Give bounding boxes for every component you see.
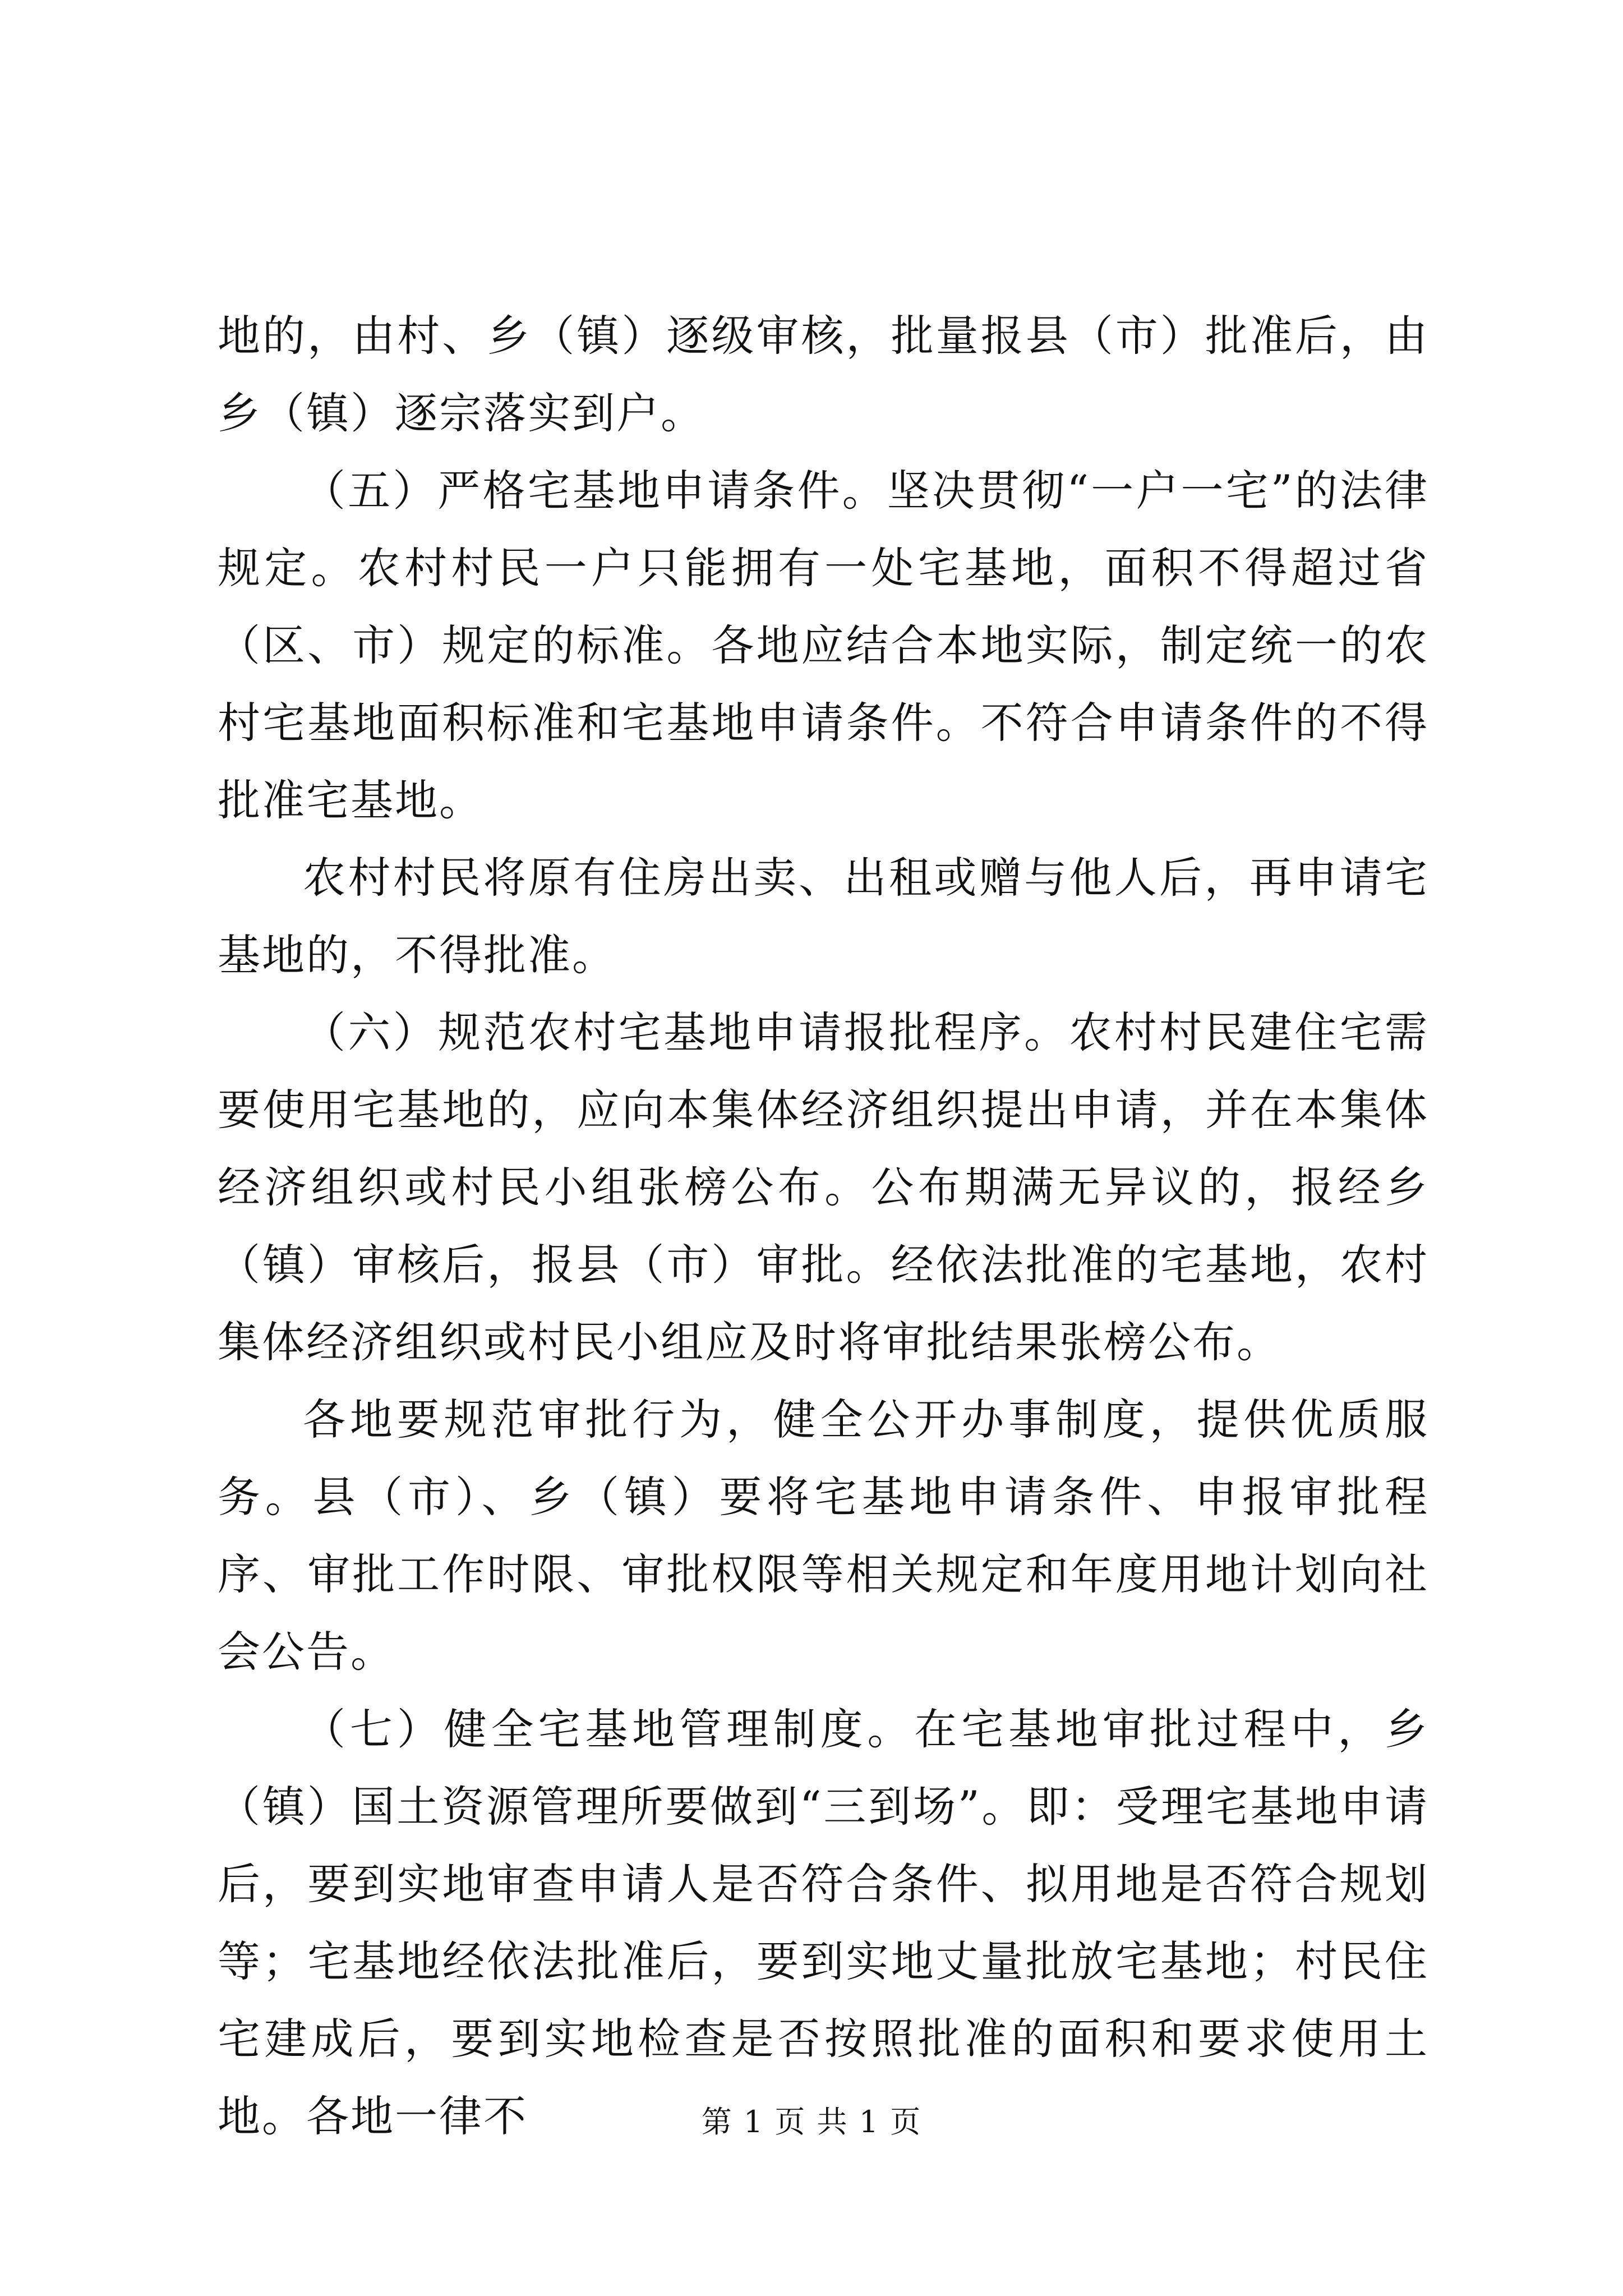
paragraph-section-6: （六）规范农村宅基地申请报批程序。农村村民建住宅需要使用宅基地的，应向本集体经济组织提出申请，并在本集体经济组织或村民小组张榜公布。公布期满无异议的，报经乡（镇）审核后，报县（市）审批。经依法批准的宅基地，农村集体经济组织或村民小组应及时将审批结果张榜公布。 (218, 1007, 1429, 1367)
paragraph-continuation: 地的，由村、乡（镇）逐级审核，批量报县（市）批准后，由乡（镇）逐宗落实到户。 (218, 311, 1429, 438)
paragraph-approval-disclosure: 各地要规范审批行为，健全公开办事制度，提供优质服务。县（市）、乡（镇）要将宅基地申请条件、申报审批程序、审批工作时限、审批权限等相关规定和年度用地计划向社会公告。 (218, 1395, 1429, 1677)
paragraph-section-7: （七）健全宅基地管理制度。在宅基地审批过程中，乡（镇）国土资源管理所要做到“三到场”。即：受理宅基地申请后，要到实地审查申请人是否符合条件、拟用地是否符合规划等；宅基地经依法批准后，要到实地丈量批放宅基地；村民住宅建成后，要到实地检查是否按照批准的面积和要求使用土地。各地一律不 (218, 1704, 1429, 2141)
paragraph-section-5: （五）严格宅基地申请条件。坚决贯彻“一户一宅”的法律规定。农村村民一户只能拥有一处宅基地，面积不得超过省（区、市）规定的标准。各地应结合本地实际，制定统一的农村宅基地面积标准和宅基地申请条件。不符合申请条件的不得批准宅基地。 (218, 466, 1429, 825)
paragraph-resale-rule: 农村村民将原有住房出卖、出租或赠与他人后，再申请宅基地的，不得批准。 (218, 853, 1429, 980)
document-body (218, 297, 1429, 2155)
page-footer: 第 1 页 共 1 页 (701, 2104, 922, 2139)
